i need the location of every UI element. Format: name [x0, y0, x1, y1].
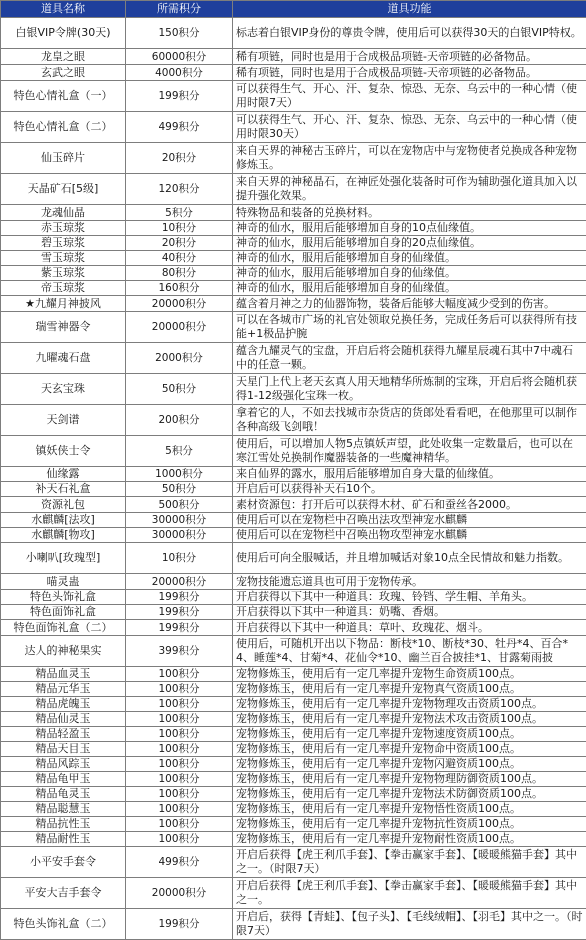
item-cost-cell: 199积分 — [126, 620, 233, 636]
item-cost-cell: 160积分 — [126, 281, 233, 296]
item-cost-cell: 5积分 — [126, 205, 233, 221]
item-name-cell: 精品轻盈玉 — [1, 727, 126, 742]
table-row — [1, 251, 586, 266]
item-function-cell: 开启后，获得【青蛙】、【包子头】、【毛线绒帽】、【羽毛】其中之一。（时限7天） — [233, 909, 586, 940]
item-cost-cell: 199积分 — [126, 605, 233, 620]
table-row — [1, 374, 586, 405]
item-function-cell: 可以在各城市广场的礼官处领取兑换任务，完成任务后可以获得所有技能+1极品护腕 — [233, 312, 586, 343]
table-row — [1, 590, 586, 605]
item-name-cell: 镇妖侠士令 — [1, 436, 126, 467]
table-row — [1, 221, 586, 236]
item-name-cell: 特色头饰礼盒（二） — [1, 909, 126, 940]
item-name-cell: 九曜魂石盘 — [1, 343, 126, 374]
item-function-cell: 标志着白银VIP身份的尊贵令牌，使用后可以获得30天的白银VIP特权。 — [233, 18, 586, 49]
item-cost-cell: 20000积分 — [126, 312, 233, 343]
table-header — [1, 1, 586, 18]
item-cost-cell: 50积分 — [126, 374, 233, 405]
item-name-cell: 天晶矿石[5级] — [1, 174, 126, 205]
item-name-cell: 龙魂仙晶 — [1, 205, 126, 221]
item-function-cell: 使用后可以在宠物栏中召唤出法攻型神宠水麒麟 — [233, 513, 586, 528]
table-row — [1, 405, 586, 436]
item-function-cell: 来自仙界的露水，服用后能够增加自身大量的仙缘值。 — [233, 467, 586, 482]
table-row — [1, 81, 586, 112]
item-cost-cell: 2000积分 — [126, 343, 233, 374]
item-function-cell: 开启后获得【虎王利爪手套】、【拳击赢家手套】、【暖暖熊猫手套】其中之一。 — [233, 878, 586, 909]
table-row — [1, 528, 586, 543]
item-name-cell: 精品聪慧玉 — [1, 802, 126, 817]
item-cost-cell: 60000积分 — [126, 49, 233, 65]
item-function-cell: 稀有项链，同时也是用于合成极品项链-天帝项链的必备物品。 — [233, 65, 586, 81]
table-row — [1, 281, 586, 296]
item-function-cell: 宠物技能遗忘道具也可用于宠物传承。 — [233, 574, 586, 590]
item-name-cell: 补天石礼盒 — [1, 482, 126, 497]
item-name-cell: 特色心情礼盒（一） — [1, 81, 126, 112]
item-cost-cell: 40积分 — [126, 251, 233, 266]
table-row — [1, 727, 586, 742]
item-function-cell: 来自天界的神秘晶石，在神匠处强化装备时可作为辅助强化道具加入以提升强化效果。 — [233, 174, 586, 205]
item-function-cell: 神奇的仙水，服用后能够增加自身的仙缘值。 — [233, 281, 586, 296]
item-name-cell: 天玄宝珠 — [1, 374, 126, 405]
item-name-cell: 精品耐性玉 — [1, 832, 126, 847]
item-name-cell: ★九耀月神披风 — [1, 296, 126, 312]
item-name-cell: 碧玉琼浆 — [1, 236, 126, 251]
item-cost-cell: 4000积分 — [126, 65, 233, 81]
item-function-cell: 宠物修炼玉，使用后有一定几率提升宠物抗性资质100点。 — [233, 817, 586, 832]
table-row — [1, 620, 586, 636]
table-row — [1, 802, 586, 817]
item-function-cell: 宠物修炼玉，使用后有一定几率提升宠物悟性资质100点。 — [233, 802, 586, 817]
item-function-cell: 神奇的仙水，服用后能够增加自身的仙缘值。 — [233, 266, 586, 281]
item-function-cell: 开启获得以下其中一种道具：草叶、玫瑰花、烟斗。 — [233, 620, 586, 636]
item-function-cell: 来自天界的神秘古玉碎片，可以在宠物店中与宠物使者兑换成各种宠物修炼玉。 — [233, 143, 586, 174]
item-name-cell: 玄武之眼 — [1, 65, 126, 81]
item-name-cell: 帝玉琼浆 — [1, 281, 126, 296]
item-cost-cell: 500积分 — [126, 497, 233, 513]
item-function-cell: 拿着它的人，不如去找城市杂货店的货郎处看看吧，在他那里可以制作各种高级飞剑哦！ — [233, 405, 586, 436]
item-function-cell: 使用后可向全服喊话，并且增加喊话对象10点全民情故和魅力指数。 — [233, 543, 586, 574]
item-name-cell: 特色头饰礼盒 — [1, 590, 126, 605]
item-function-cell: 宠物修炼玉，使用后有一定几率提升宠物生命资质100点。 — [233, 667, 586, 682]
item-name-cell: 精品龟灵玉 — [1, 787, 126, 802]
item-function-cell: 宠物修炼玉，使用后有一定几率提升宠物物理攻击资质100点。 — [233, 697, 586, 712]
item-name-cell: 特色面饰礼盒（二） — [1, 620, 126, 636]
item-function-cell: 开启后获得【虎王利爪手套】、【拳击赢家手套】、【暖暖熊猫手套】其中之一。（时限7天） — [233, 847, 586, 878]
table-row — [1, 112, 586, 143]
item-name-cell: 小喇叭[玫瑰型] — [1, 543, 126, 574]
item-cost-cell: 100积分 — [126, 832, 233, 847]
item-function-cell: 可以获得生气、开心、汗、复杂、惊恐、无奈、乌云中的一种心情（使用时限30天） — [233, 112, 586, 143]
item-function-cell: 素材资源包：打开后可以获得木材、矿石和蚕丝各2000。 — [233, 497, 586, 513]
item-name-cell: 天剑谱 — [1, 405, 126, 436]
item-cost-cell: 100积分 — [126, 682, 233, 697]
item-cost-cell: 199积分 — [126, 81, 233, 112]
item-name-cell: 小平安手套令 — [1, 847, 126, 878]
table-row — [1, 878, 586, 909]
item-name-cell: 仙缘露 — [1, 467, 126, 482]
item-function-cell: 宠物修炼玉，使用后有一定几率提升宠物法术防御资质100点。 — [233, 787, 586, 802]
item-cost-cell: 30000积分 — [126, 513, 233, 528]
item-name-cell: 特色心情礼盒（二） — [1, 112, 126, 143]
item-name-cell: 精品仙灵玉 — [1, 712, 126, 727]
item-cost-cell: 80积分 — [126, 266, 233, 281]
table-row — [1, 636, 586, 667]
item-name-cell: 赤玉琼浆 — [1, 221, 126, 236]
item-name-cell: 精品元华玉 — [1, 682, 126, 697]
table-row — [1, 65, 586, 81]
header-row — [1, 1, 586, 18]
item-cost-cell: 100积分 — [126, 787, 233, 802]
table-row — [1, 482, 586, 497]
table-row — [1, 497, 586, 513]
table-row — [1, 266, 586, 281]
table-row — [1, 667, 586, 682]
item-function-cell: 蕴含九耀灵气的宝盘，开启后将会随机获得九耀星辰魂石其中7中魂石中的任意一颗。 — [233, 343, 586, 374]
item-cost-cell: 10积分 — [126, 543, 233, 574]
item-cost-cell: 120积分 — [126, 174, 233, 205]
table-row — [1, 605, 586, 620]
item-name-cell: 精品抗性玉 — [1, 817, 126, 832]
item-function-cell: 宠物修炼玉，使用后有一定几率提升宠物闪避资质100点。 — [233, 757, 586, 772]
item-cost-cell: 20积分 — [126, 236, 233, 251]
table-row — [1, 49, 586, 65]
table-row — [1, 757, 586, 772]
table-row — [1, 236, 586, 251]
item-cost-cell: 100积分 — [126, 772, 233, 787]
table-row — [1, 143, 586, 174]
item-cost-cell: 10积分 — [126, 221, 233, 236]
item-function-cell: 开启后可以获得补天石10个。 — [233, 482, 586, 497]
item-name-cell: 雪玉琼浆 — [1, 251, 126, 266]
item-function-cell: 宠物修炼玉，使用后有一定几率提升宠物速度资质100点。 — [233, 727, 586, 742]
column-header-cost: 所需积分 — [126, 1, 233, 18]
item-cost-cell: 399积分 — [126, 636, 233, 667]
table-row — [1, 205, 586, 221]
item-function-cell: 特殊物品和装备的兑换材料。 — [233, 205, 586, 221]
item-cost-cell: 20000积分 — [126, 574, 233, 590]
item-function-cell: 宠物修炼玉，使用后有一定几率提升宠物物理防御资质100点。 — [233, 772, 586, 787]
item-function-cell: 使用后，可随机开出以下物品：断枝*10、断枝*30、牡丹*4、百合*4、睡莲*4、甘菊*4、花仙令*10、幽兰百合披挂*1、甘露菊雨披 — [233, 636, 586, 667]
item-name-cell: 精品风踪玉 — [1, 757, 126, 772]
item-function-cell: 开启获得以下其中一种道具：奶嘴、香烟。 — [233, 605, 586, 620]
item-name-cell: 瑞雪神器令 — [1, 312, 126, 343]
column-header-name: 道具名称 — [1, 1, 126, 18]
item-function-cell: 可以获得生气、开心、汗、复杂、惊恐、无奈、乌云中的一种心情（使用时限7天） — [233, 81, 586, 112]
item-cost-cell: 100积分 — [126, 727, 233, 742]
table-row — [1, 18, 586, 49]
item-function-cell: 宠物修炼玉，使用后有一定几率提升宠物法术攻击资质100点。 — [233, 712, 586, 727]
item-cost-cell: 100积分 — [126, 802, 233, 817]
item-function-cell: 宠物修炼玉，使用后有一定几率提升宠物耐性资质100点。 — [233, 832, 586, 847]
table-row — [1, 543, 586, 574]
item-cost-cell: 199积分 — [126, 909, 233, 940]
item-name-cell: 精品虎魄玉 — [1, 697, 126, 712]
item-cost-cell: 100积分 — [126, 712, 233, 727]
item-cost-cell: 50积分 — [126, 482, 233, 497]
table-row — [1, 772, 586, 787]
item-name-cell: 喵灵蛊 — [1, 574, 126, 590]
table-row — [1, 174, 586, 205]
item-name-cell: 精品天目玉 — [1, 742, 126, 757]
item-cost-cell: 100积分 — [126, 667, 233, 682]
table-row — [1, 436, 586, 467]
item-cost-cell: 20000积分 — [126, 296, 233, 312]
item-name-cell: 水麒麟[法攻] — [1, 513, 126, 528]
item-cost-cell: 5积分 — [126, 436, 233, 467]
item-function-cell: 神奇的仙水，服用后能够增加自身的仙缘值。 — [233, 251, 586, 266]
item-cost-cell: 100积分 — [126, 817, 233, 832]
column-header-function: 道具功能 — [233, 1, 586, 18]
table-row — [1, 697, 586, 712]
item-function-cell: 神奇的仙水，服用后能够增加自身的20点仙缘值。 — [233, 236, 586, 251]
item-function-cell: 神奇的仙水，服用后能够增加自身的10点仙缘值。 — [233, 221, 586, 236]
item-name-cell: 紫玉琼浆 — [1, 266, 126, 281]
item-cost-cell: 30000积分 — [126, 528, 233, 543]
item-function-cell: 开启获得以下其中一种道具：玫瑰、铃铛、学生帽、羊角头。 — [233, 590, 586, 605]
item-name-cell: 平安大吉手套令 — [1, 878, 126, 909]
table-row — [1, 467, 586, 482]
item-function-cell: 蕴含着月神之力的仙器饰物，装备后能够大幅度减少受到的伤害。 — [233, 296, 586, 312]
item-function-cell: 稀有项链，同时也是用于合成极品项链-天帝项链的必备物品。 — [233, 49, 586, 65]
item-function-cell: 天星门上代上老天玄真人用天地精华所炼制的宝珠，开启后将会随机获得1-12级强化宝珠一枚。 — [233, 374, 586, 405]
item-cost-cell: 100积分 — [126, 742, 233, 757]
table-row — [1, 513, 586, 528]
item-cost-cell: 20000积分 — [126, 878, 233, 909]
table-row — [1, 847, 586, 878]
table-row — [1, 832, 586, 847]
item-name-cell: 水麒麟[物攻] — [1, 528, 126, 543]
table-row — [1, 574, 586, 590]
table-row — [1, 909, 586, 940]
item-cost-cell: 200积分 — [126, 405, 233, 436]
item-function-cell: 使用后可以在宠物栏中召唤出物攻型神宠水麒麟 — [233, 528, 586, 543]
item-function-cell: 宠物修炼玉，使用后有一定几率提升宠物真气资质100点。 — [233, 682, 586, 697]
item-name-cell: 特色面饰礼盒 — [1, 605, 126, 620]
table-row — [1, 682, 586, 697]
item-cost-cell: 150积分 — [126, 18, 233, 49]
item-name-cell: 白银VIP令牌(30天) — [1, 18, 126, 49]
item-function-cell: 宠物修炼玉，使用后有一定几率提升宠物命中资质100点。 — [233, 742, 586, 757]
table-row — [1, 343, 586, 374]
table-body — [1, 18, 586, 940]
item-name-cell: 仙玉碎片 — [1, 143, 126, 174]
item-cost-cell: 100积分 — [126, 757, 233, 772]
table-row — [1, 817, 586, 832]
item-name-cell: 资源礼包 — [1, 497, 126, 513]
item-name-cell: 龙皇之眼 — [1, 49, 126, 65]
table-row — [1, 787, 586, 802]
item-name-cell: 精品血灵玉 — [1, 667, 126, 682]
item-cost-cell: 199积分 — [126, 590, 233, 605]
table-row — [1, 712, 586, 727]
item-cost-cell: 100积分 — [126, 697, 233, 712]
item-function-cell: 使用后，可以增加人物5点镇妖声望，此处收集一定数量后，也可以在寒江雪处兑换制作魔器装备的一些魔神精华。 — [233, 436, 586, 467]
item-cost-cell: 499积分 — [126, 847, 233, 878]
table-row — [1, 742, 586, 757]
table-row — [1, 312, 586, 343]
item-name-cell: 达人的神秘果实 — [1, 636, 126, 667]
item-cost-cell: 1000积分 — [126, 467, 233, 482]
item-name-cell: 精品龟甲玉 — [1, 772, 126, 787]
table-row — [1, 296, 586, 312]
item-cost-cell: 20积分 — [126, 143, 233, 174]
item-cost-cell: 499积分 — [126, 112, 233, 143]
